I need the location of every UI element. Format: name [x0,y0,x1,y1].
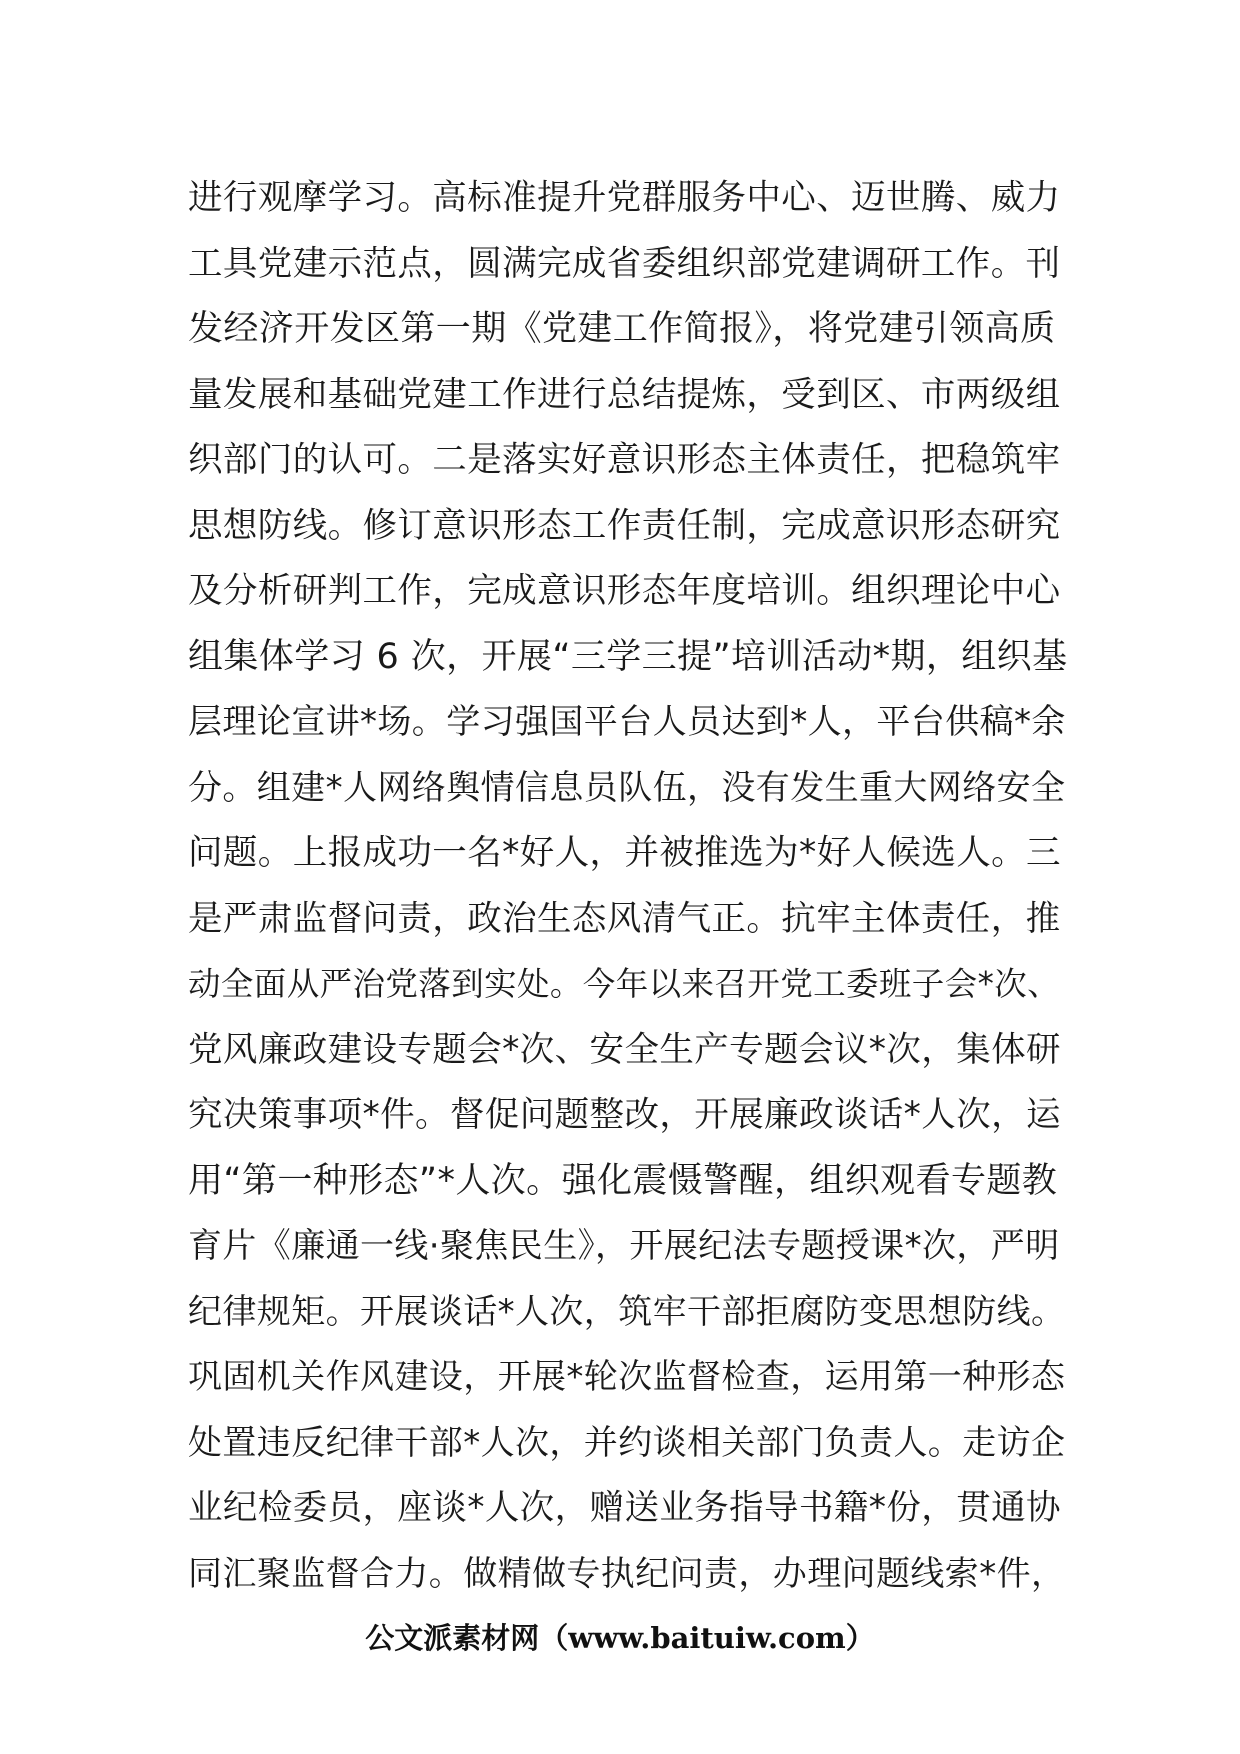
text-line: 问题。上报成功一名*好人，并被推选为*好人候选人。三 [188,833,1061,873]
text-line: 育片《廉通一线·聚焦民生》，开展纪法专题授课*次，严明 [188,1226,1060,1266]
text-line: 层理论宣讲*场。学习强国平台人员达到*人，平台供稿*余 [188,702,1066,742]
text-line: 党风廉政建设专题会*次、安全生产专题会议*次，集体研 [188,1029,1061,1070]
text-line: 工具党建示范点，圆满完成省委组织部党建调研工作。刊 [188,243,1061,284]
text-line: 发经济开发区第一期《党建工作简报》，将党建引领高质 [188,309,1056,349]
text-line: 究决策事项*件。督促问题整改，开展廉政谈话*人次，运 [188,1095,1061,1135]
text-line: 巩固机关作风建设，开展*轮次监督检查，运用第一种形态 [188,1357,1066,1397]
text-line: 同汇聚监督合力。做精做专执纪问责，办理问题线索*件， [188,1553,1066,1594]
text-line: 思想防线。修订意识形态工作责任制，完成意识形态研究 [188,505,1061,546]
text-line: 处置违反纪律干部*人次，并约谈相关部门负责人。走访企 [188,1422,1066,1463]
text-line: 动全面从严治党落到实处。今年以来召开党工委班子会*次、 [188,965,1061,1003]
text-line: 及分析研判工作，完成意识形态年度培训。组织理论中心 [188,571,1061,611]
text-line: 组集体学习 6 次，开展“三学三提”培训活动*期，组织基 [188,636,1068,677]
text-line: 量发展和基础党建工作进行总结提炼，受到区、市两级组 [188,374,1061,415]
text-line: 织部门的认可。二是落实好意识形态主体责任，把稳筑牢 [188,440,1061,480]
text-line: 分。组建*人网络舆情信息员队伍，没有发生重大网络安全 [188,767,1066,808]
text-line: 进行观摩学习。高标准提升党群服务中心、迈世腾、威力 [188,178,1061,218]
text-line: 纪律规矩。开展谈话*人次，筑牢干部拒腐防变思想防线。 [188,1291,1066,1332]
footer-watermark: 公文派素材网（www.baituiw.com） [365,1621,875,1655]
text-line: 用“第一种形态”*人次。强化震慑警醒，组织观看专题教 [188,1160,1058,1201]
text-line: 是严肃监督问责，政治生态风清气正。抗牢主体责任，推 [188,898,1061,939]
text-line: 业纪检委员，座谈*人次，赠送业务指导书籍*份，贯通协 [188,1488,1061,1528]
body-text [188,166,1068,1607]
